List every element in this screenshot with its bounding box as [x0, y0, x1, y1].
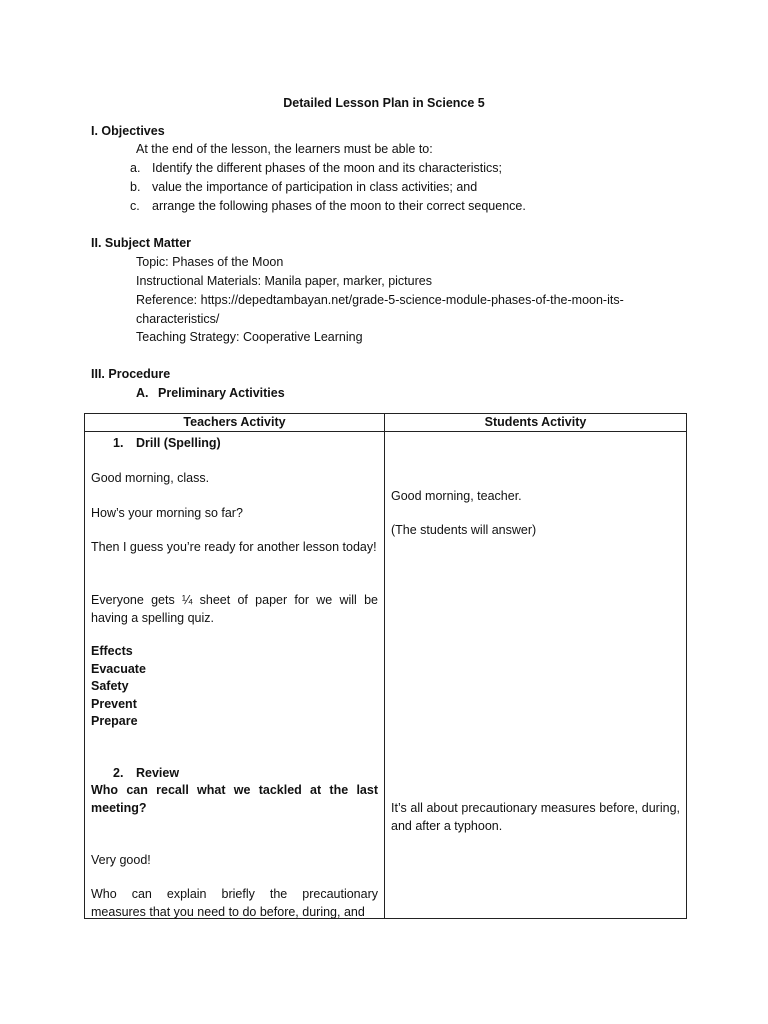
objectives-heading: I. Objectives: [91, 124, 165, 138]
activity-table: [84, 413, 687, 919]
teacher-explain-question: Who can explain briefly the precautionary measures that you need to do before, during, and: [91, 887, 378, 919]
table-header-row: [85, 414, 687, 432]
teacher-ready: Then I guess you’re ready for another lesson today!: [91, 540, 377, 554]
strategy-line: Teaching Strategy: Cooperative Learning: [136, 330, 363, 344]
spelling-word: Prevent: [91, 697, 137, 711]
objective-a-label: a.: [130, 161, 141, 175]
procedure-heading: III. Procedure: [91, 367, 171, 381]
subject-matter-heading: II. Subject Matter: [91, 236, 192, 250]
review-title: Review: [136, 766, 180, 780]
spelling-word: Effects: [91, 644, 133, 658]
spelling-word: Evacuate: [91, 662, 146, 676]
objective-c-label: c.: [130, 199, 140, 213]
students-activity-header: Students Activity: [385, 414, 687, 432]
spelling-word: Prepare: [91, 714, 138, 728]
spelling-word: Safety: [91, 679, 129, 693]
student-greeting: Good morning, teacher.: [391, 489, 522, 503]
topic-line: Topic: Phases of the Moon: [136, 255, 284, 269]
drill-title: Drill (Spelling): [136, 436, 221, 450]
objective-c-text: arrange the following phases of the moon to their correct sequence.: [152, 199, 526, 213]
objectives-intro: At the end of the lesson, the learners must be able to:: [136, 142, 433, 156]
student-review-answer: It’s all about precautionary measures before, during, and after a typhoon.: [391, 801, 680, 833]
table-row: [85, 432, 687, 919]
reference-line-continued: characteristics/: [136, 312, 220, 326]
teacher-question: How’s your morning so far?: [91, 506, 243, 520]
drill-number: 1.: [113, 436, 124, 450]
teacher-greeting: Good morning, class.: [91, 471, 210, 485]
student-activity-cell: [385, 432, 687, 919]
objective-a-text: Identify the different phases of the moon and its characteristics;: [152, 161, 502, 175]
reference-line: Reference: https://depedtambayan.net/grade-5-science-module-phases-of-the-moon-its-: [136, 293, 624, 307]
student-answer: (The students will answer): [391, 523, 537, 537]
document-title: Detailed Lesson Plan in Science 5: [283, 96, 485, 110]
teacher-recall-question: Who can recall what we tackled at the last meeting?: [91, 783, 378, 815]
teachers-activity-header: Teachers Activity: [85, 414, 385, 432]
teacher-very-good: Very good!: [91, 853, 151, 867]
objective-b-text: value the importance of participation in class activities; and: [152, 180, 478, 194]
procedure-sub-label: A.: [136, 386, 149, 400]
procedure-sub-title: Preliminary Activities: [158, 386, 285, 400]
teacher-quiz: Everyone gets ¼ sheet of paper for we will be having a spelling quiz.: [91, 593, 378, 625]
teacher-activity-cell: [85, 432, 385, 919]
objective-b-label: b.: [130, 180, 141, 194]
review-number: 2.: [113, 766, 124, 780]
materials-line: Instructional Materials: Manila paper, marker, pictures: [136, 274, 432, 288]
